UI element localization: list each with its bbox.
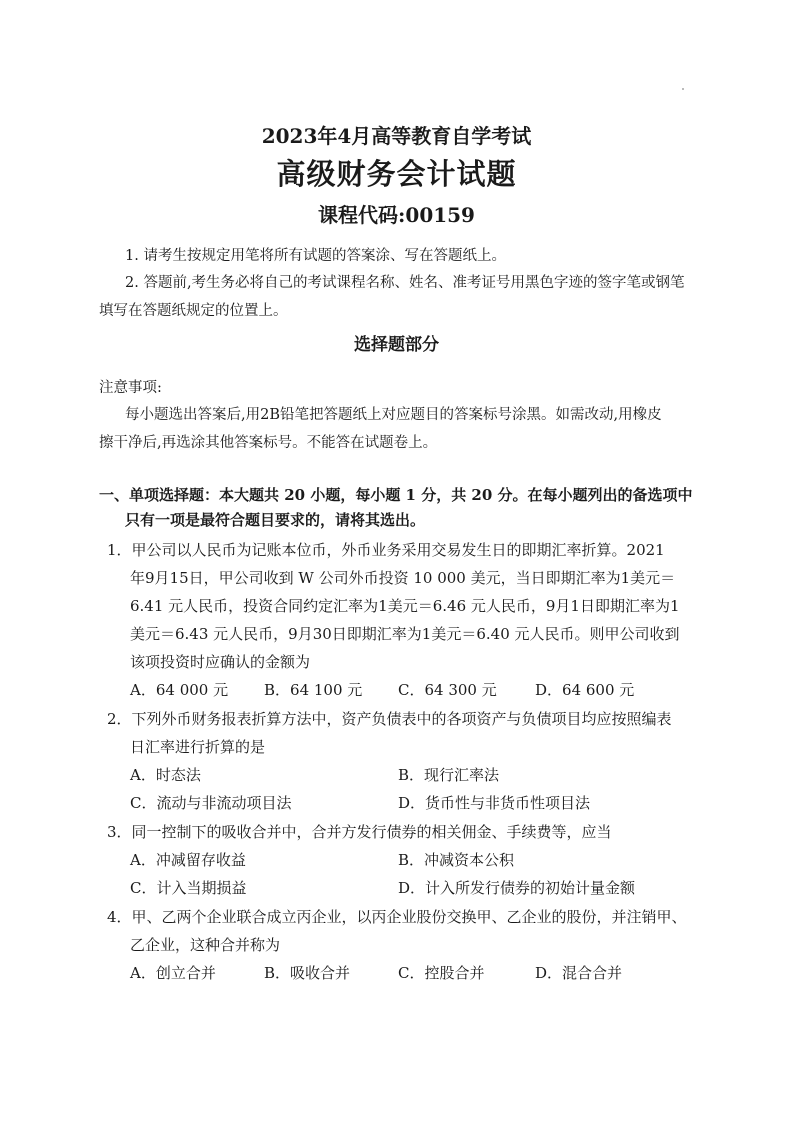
question-4-option-b: B．吸收合并 [264,964,351,982]
question-2-line: 日汇率进行折算的是 [130,738,266,756]
question-1-line: 美元＝6.43 元人民币，9月30日即期汇率为1美元＝6.40 元人民币。则甲公司收到 [130,625,680,643]
question-1-line: 年9月15日，甲公司收到 W 公司外币投资 10 000 美元，当日即期汇率为1美元＝ [130,569,676,587]
question-3-option-a: A．冲减留存收益 [130,851,246,869]
notice-line-1: 每小题选出答案后,用2B铅笔把答题纸上对应题目的答案标号涂黑。如需改动,用橡皮 [125,407,662,423]
question-4-line: 乙企业，这种合并称为 [130,936,281,954]
scan-speck [682,88,684,90]
question-4-option-c: C．控股合并 [398,964,485,982]
question-1-line: 该项投资时应确认的金额为 [130,653,311,671]
exam-title: 2023年4月高等教育自学考试 [261,124,532,148]
course-code: 课程代码:00159 [318,203,475,227]
question-3-option-c: C．计入当期损益 [130,879,247,897]
question-1-option-c: C．64 300 元 [398,681,497,699]
part-heading-cont: 只有一项是最符合题目要求的，请将其选出。 [125,511,426,529]
question-1-option-d: D．64 600 元 [535,681,635,699]
question-1-option-b: B．64 100 元 [264,681,363,699]
instruction-1: 1. 请考生按规定用笔将所有试题的答案涂、写在答题纸上。 [125,248,506,264]
question-2-line: 2．下列外币财务报表折算方法中，资产负债表中的各项资产与负债项目均应按照编表 [107,710,672,728]
notice-line-2: 擦干净后,再选涂其他答案标号。不能答在试题卷上。 [99,435,438,451]
subject-title: 高级财务会计试题 [276,157,517,191]
instruction-2: 2. 答题前,考生务必将自己的考试课程名称、姓名、准考证号用黑色字迹的签字笔或钢笔 [125,275,685,291]
question-2-option-c: C．流动与非流动项目法 [130,794,292,812]
question-2-option-d: D．货币性与非货币性项目法 [398,794,591,812]
instruction-2-cont: 填写在答题纸规定的位置上。 [99,303,288,319]
question-1-line: 1．甲公司以人民币为记账本位币，外币业务采用交易发生日的即期汇率折算。2021 [107,541,665,559]
question-3-line: 3．同一控制下的吸收合并中，合并方发行债券的相关佣金、手续费等，应当 [107,823,612,841]
section-title: 选择题部分 [354,335,439,355]
question-2-option-b: B．现行汇率法 [398,766,500,784]
question-3-option-d: D．计入所发行债券的初始计量金额 [398,879,636,897]
part-heading: 一、单项选择题：本大题共 20 小题，每小题 1 分，共 20 分。在每小题列出的备选项中 [99,486,693,504]
question-4-line: 4．甲、乙两个企业联合成立丙企业，以丙企业股份交换甲、乙企业的股份，并注销甲、 [107,908,687,926]
question-4-option-a: A．创立合并 [130,964,216,982]
question-4-option-d: D．混合合并 [535,964,623,982]
question-1-line: 6.41 元人民币，投资合同约定汇率为1美元＝6.46 元人民币，9月1日即期汇率为1 [130,597,680,615]
notice-label: 注意事项: [99,380,162,396]
question-1-option-a: A．64 000 元 [130,681,229,699]
question-2-option-a: A．时态法 [130,766,201,784]
question-3-option-b: B．冲减资本公积 [398,851,515,869]
